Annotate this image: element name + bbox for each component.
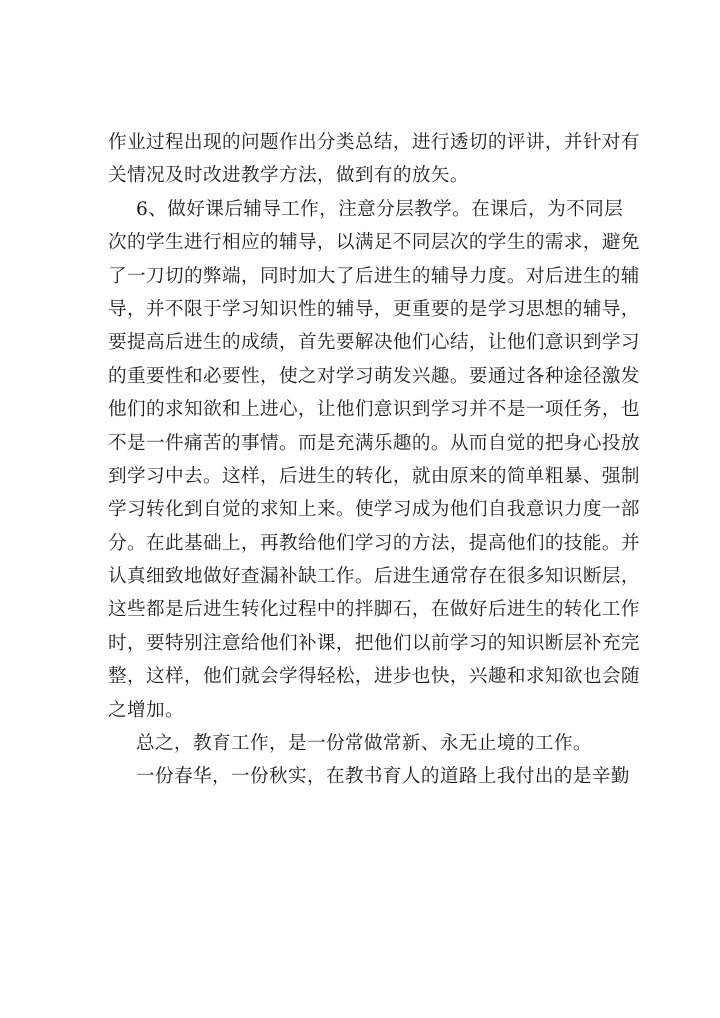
text-line: 一份春华，一份秋实，在教书育人的道路上我付出的是辛勤 xyxy=(136,766,630,788)
text-line: 时，要特别注意给他们补课，把他们以前学习的知识断层补充完 xyxy=(108,632,640,654)
text-line: 这些都是后进生转化过程中的拌脚石，在做好后进生的转化工作 xyxy=(108,599,640,621)
text-line: 了一刀切的弊端，同时加大了后进生的辅导力度。对后进生的辅 xyxy=(108,265,640,287)
text-line: 到学习中去。这样，后进生的转化，就由原来的简单粗暴、强制 xyxy=(108,465,640,487)
text-line: 分。在此基础上，再教给他们学习的方法，提高他们的技能。并 xyxy=(108,532,640,554)
text-line: 之增加。 xyxy=(108,699,184,721)
text-line: 作业过程出现的问题作出分类总结，进行透切的评讲，并针对有 xyxy=(108,132,640,153)
text-line: 总之，教育工作，是一份常做常新、永无止境的工作。 xyxy=(136,733,592,755)
text-line: 的重要性和必要性，使之对学习萌发兴趣。要通过各种途径激发 xyxy=(108,365,640,387)
text-line: 次的学生进行相应的辅导，以满足不同层次的学生的需求，避免 xyxy=(108,232,640,254)
text-line: 要提高后进生的成绩，首先要解决他们心结，让他们意识到学习 xyxy=(108,332,640,354)
text-line: 整，这样，他们就会学得轻松，进步也快，兴趣和求知欲也会随 xyxy=(108,666,640,688)
document-body xyxy=(108,126,656,794)
text-line: 6、做好课后辅导工作，注意分层教学。在课后，为不同层 xyxy=(136,198,624,220)
text-line: 认真细致地做好查漏补缺工作。后进生通常存在很多知识断层， xyxy=(108,566,640,588)
text-line: 学习转化到自觉的求知上来。使学习成为他们自我意识力度一部 xyxy=(108,499,640,521)
text-line: 关情况及时改进教学方法，做到有的放矢。 xyxy=(108,165,469,187)
text-line: 导，并不限于学习知识性的辅导，更重要的是学习思想的辅导， xyxy=(108,298,640,320)
text-line: 他们的求知欲和上进心，让他们意识到学习并不是一项任务，也 xyxy=(108,399,640,421)
text-line: 不是一件痛苦的事情。而是充满乐趣的。从而自觉的把身心投放 xyxy=(108,432,640,454)
